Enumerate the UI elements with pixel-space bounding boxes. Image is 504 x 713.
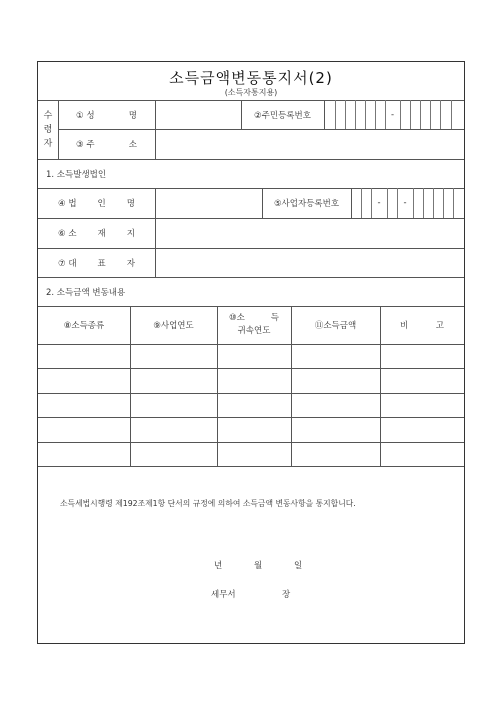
name-field[interactable] (155, 100, 241, 129)
label-part: 비 (400, 321, 409, 331)
side-char: 자 (43, 138, 53, 149)
side-char: 수 (43, 110, 53, 121)
tax-office-label: 세무서 (211, 590, 236, 600)
brn-dash-1: - (377, 198, 381, 208)
label-part: 고 (435, 321, 444, 331)
rrn-box-line (451, 100, 452, 129)
month-label: 월 (254, 561, 263, 571)
table-row[interactable] (38, 442, 464, 466)
label-part: 재 (97, 229, 106, 239)
label-part: 인 (97, 199, 106, 209)
label-part: 득 (270, 313, 279, 323)
year-label: 년 (214, 561, 223, 571)
address-field[interactable] (155, 129, 464, 159)
label-part: ⑥ 소 (58, 229, 77, 239)
form-title: 소득금액변동통지서(2) (169, 69, 333, 87)
col-attribution-year-bottom: 귀속연도 (237, 326, 271, 336)
rrn-box-line (410, 100, 411, 129)
label-part: ④ 법 (58, 199, 77, 209)
date-line (214, 559, 334, 571)
representative-field[interactable] (155, 248, 464, 277)
tax-office-line (211, 588, 331, 600)
table-row[interactable] (38, 417, 464, 442)
brn-box-line (413, 188, 414, 218)
table-row[interactable] (38, 393, 464, 417)
col-income-type: ⑧소득종류 (63, 321, 105, 331)
brn-box-line (423, 188, 424, 218)
label-part: 명 (126, 199, 135, 209)
label-part: 자 (126, 258, 135, 269)
rrn-dash: - (390, 109, 395, 120)
label-part: ⑦ 대 (58, 258, 77, 269)
brn-box-line (433, 188, 434, 218)
brn-box-line (387, 188, 388, 218)
label-part: ⑩소 (229, 313, 245, 323)
address-label (58, 129, 155, 159)
rule-v-rrn-start (324, 100, 325, 129)
table-row[interactable] (38, 344, 464, 368)
section1-heading: 1. 소득발생법인 (46, 169, 107, 180)
section2-heading: 2. 소득금액 변동내용 (46, 287, 126, 298)
rule-v-brn-start (351, 188, 352, 218)
rrn-label: ②주민등록번호 (254, 110, 311, 121)
address-label-part: 소 (128, 140, 137, 150)
brn-dash-2: - (403, 198, 407, 208)
col-income-amount: ⑪소득금액 (314, 321, 357, 331)
label-part: 표 (97, 258, 106, 269)
col-attribution-year-top (229, 312, 279, 325)
name-label (58, 100, 155, 129)
rrn-box-line (355, 100, 356, 129)
name-label-part: 명 (128, 110, 137, 121)
corp-name-field[interactable] (155, 188, 262, 218)
rule-row5 (38, 466, 464, 467)
rrn-box-line (430, 100, 431, 129)
brn-box-line (453, 188, 454, 218)
name-label-part: ① 성 (76, 110, 95, 121)
location-label (38, 218, 155, 248)
rrn-box-line (440, 100, 441, 129)
legal-notice: 소득세법시행령 제192조제1항 단서의 규정에 의하여 소득금액 변동사항을 통지합니다. (60, 499, 356, 508)
col-business-year: ⑨사업연도 (153, 321, 194, 331)
form-subtitle: (소득자통지용) (224, 88, 278, 97)
label-part: 지 (126, 229, 135, 239)
brn-label: ⑤사업자등록번호 (273, 199, 340, 209)
col-remarks (380, 306, 464, 344)
corp-name-label (38, 188, 155, 218)
recipient-side-label (38, 100, 58, 159)
rrn-box-line (420, 100, 421, 129)
rrn-box-line (400, 100, 401, 129)
address-label-part: ③ 주 (76, 140, 95, 150)
brn-box-line (361, 188, 362, 218)
brn-box-line (443, 188, 444, 218)
rrn-box-line (345, 100, 346, 129)
rrn-box-line (335, 100, 336, 129)
table-row[interactable] (38, 368, 464, 393)
rrn-box-line (365, 100, 366, 129)
rrn-box-line (375, 100, 376, 129)
chief-label: 장 (282, 590, 291, 600)
col-attribution-year (217, 306, 291, 344)
location-field[interactable] (155, 218, 464, 248)
notice-form (37, 61, 465, 644)
representative-label (38, 248, 155, 277)
side-char: 령 (43, 124, 53, 135)
day-label: 일 (294, 561, 303, 571)
